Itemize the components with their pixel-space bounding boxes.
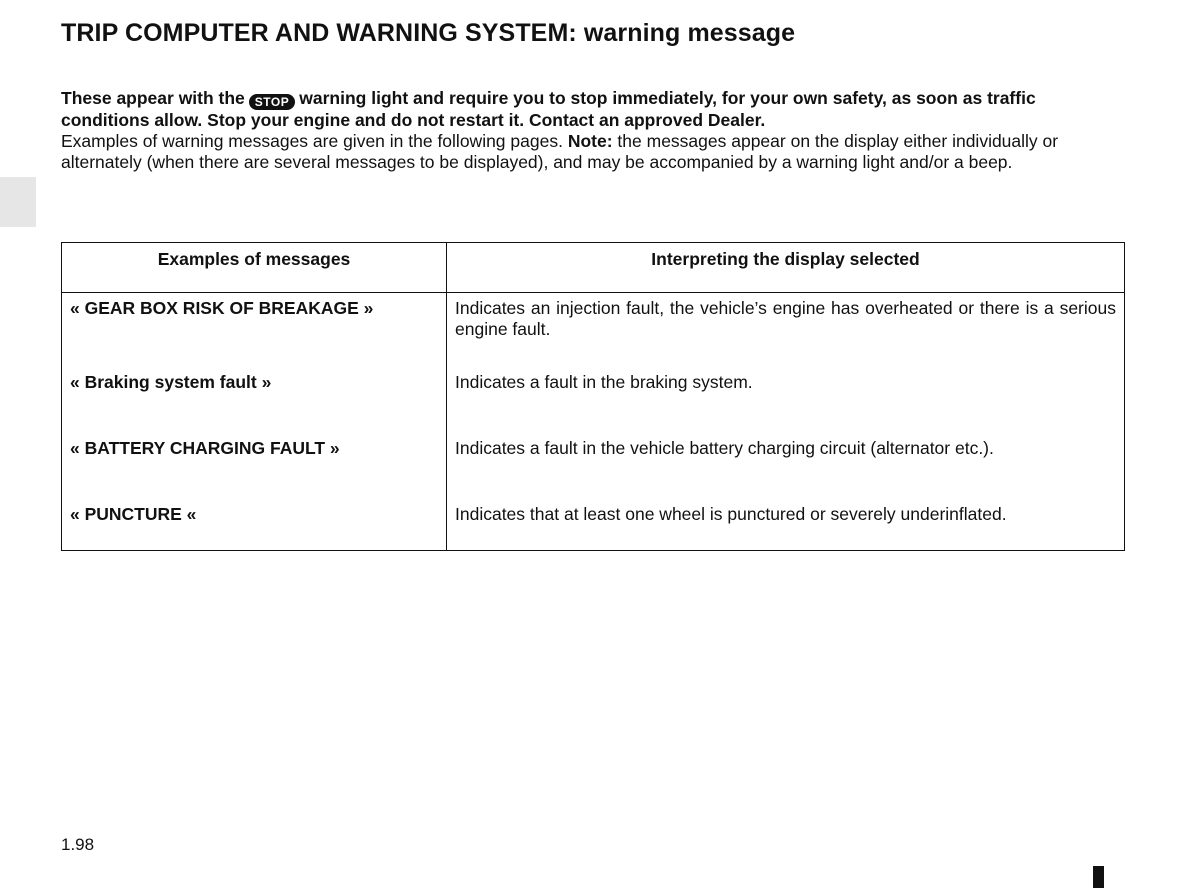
table-row — [62, 500, 1125, 551]
interpretation-cell: Indicates a fault in the vehicle battery charging circuit (alternator etc.). — [447, 434, 1125, 500]
interpretation-cell: Indicates that at least one wheel is punctured or severely underinflated. — [447, 500, 1125, 551]
header-examples-of-messages: Examples of messages — [62, 243, 447, 293]
intro-bold-after-icon: warning light and require you to stop immediately, for your own safety, as soon as traffic conditions allow. Stop your engine and do not restart it. Contact an approved Dealer. — [61, 88, 1036, 130]
message-cell: « Braking system fault » — [62, 368, 447, 434]
page-number: 1.98 — [61, 835, 95, 854]
table-row — [62, 434, 1125, 500]
stop-warning-light-icon: STOP — [249, 94, 295, 110]
table-row — [62, 368, 1125, 434]
table-header-row — [62, 243, 1125, 293]
page-title: TRIP COMPUTER AND WARNING SYSTEM: warning message — [61, 19, 796, 47]
page-edge-marker — [1093, 866, 1104, 888]
intro-warning-paragraph — [61, 88, 1126, 131]
header-interpreting-display: Interpreting the display selected — [447, 243, 1125, 293]
message-cell: « BATTERY CHARGING FAULT » — [62, 434, 447, 500]
message-cell: « PUNCTURE « — [62, 500, 447, 551]
note-text: the messages appear on the display either individually or alternately (when there are several messages to be displayed), and may be accompanied by a warning light and/or a beep. — [61, 131, 1059, 172]
chapter-side-tab — [0, 177, 36, 227]
intro-plain-text: Examples of warning messages are given in the following pages. — [61, 131, 563, 151]
intro-bold-before-icon: These appear with the — [61, 88, 245, 108]
table-row — [62, 293, 1125, 369]
interpretation-cell: Indicates an injection fault, the vehicle’s engine has overheated or there is a serious engine fault. — [447, 293, 1125, 369]
intro-section — [61, 88, 1126, 173]
warning-messages-table — [61, 242, 1125, 551]
message-cell: « GEAR BOX RISK OF BREAKAGE » — [62, 293, 447, 369]
intro-examples-paragraph — [61, 131, 1126, 173]
note-label: Note: — [567, 131, 613, 151]
interpretation-cell: Indicates a fault in the braking system. — [447, 368, 1125, 434]
